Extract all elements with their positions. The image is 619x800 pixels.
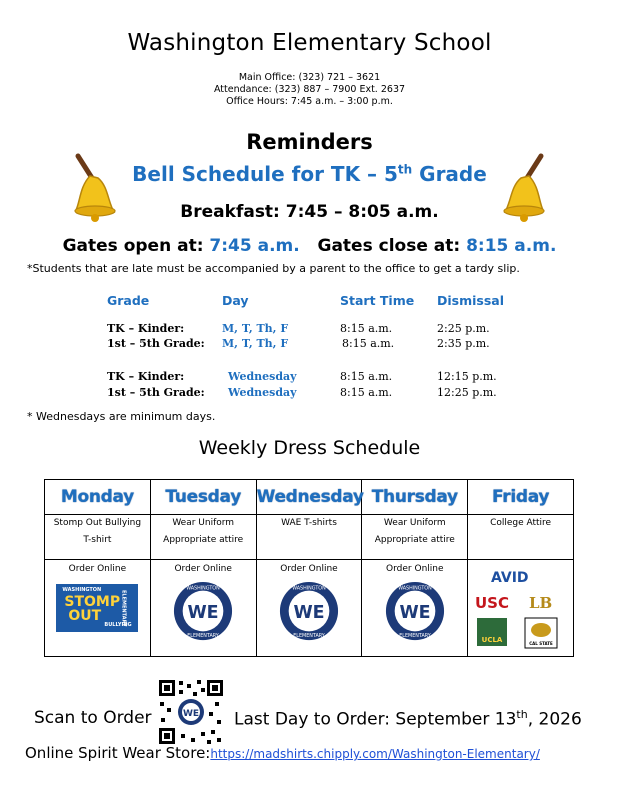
minimum-days-note: * Wednesdays are minimum days.	[27, 410, 216, 423]
office-hours-line: Office Hours: 7:45 a.m. – 3:00 p.m.	[226, 96, 393, 107]
desc-wednesday	[256, 515, 362, 560]
row3-grade: TK – Kinder:	[107, 370, 185, 383]
order-cell-tuesday	[150, 560, 256, 657]
order-cell-monday	[45, 560, 151, 657]
order-online-link[interactable]: Order Online	[68, 564, 127, 574]
col-header-day: Day	[222, 293, 249, 308]
row4-start: 8:15 a.m.	[340, 386, 393, 399]
stomp-logo-text: BULLYING	[104, 622, 132, 628]
row4-grade: 1st – 5th Grade:	[107, 386, 205, 399]
row2-grade: 1st – 5th Grade:	[107, 337, 205, 350]
day-tuesday: Tuesday	[150, 480, 256, 515]
desc-line: Appropriate attire	[374, 535, 455, 545]
desc-line: T-shirt	[83, 535, 112, 545]
row1-day: M, T, Th, F	[222, 322, 289, 335]
svg-text:WASHINGTON: WASHINGTON	[398, 586, 432, 592]
dress-schedule-table	[44, 479, 574, 657]
we-logo-icon	[172, 580, 234, 642]
day-friday: Friday	[468, 480, 574, 515]
breakfast-time: Breakfast: 7:45 – 8:05 a.m.	[180, 202, 439, 222]
row2-dismissal: 2:35 p.m.	[437, 337, 490, 350]
row4-day: Wednesday	[228, 386, 297, 399]
row1-start: 8:15 a.m.	[340, 322, 393, 335]
svg-text:ELEMENTARY: ELEMENTARY	[293, 634, 325, 640]
store-link[interactable]: https://madshirts.chipply.com/Washington-Elementary/	[210, 747, 540, 761]
qr-code-icon[interactable]	[157, 678, 225, 746]
order-cell-thursday	[362, 560, 468, 657]
order-online-link[interactable]: Order Online	[280, 564, 338, 574]
stomp-logo-text: OUT	[68, 608, 102, 624]
desc-monday	[45, 515, 151, 560]
svg-text:WE: WE	[293, 602, 325, 623]
svg-text:WE: WE	[182, 709, 200, 719]
dress-schedule-title: Weekly Dress Schedule	[198, 437, 421, 459]
calstate-logo-mark	[531, 623, 551, 637]
stomp-logo-text: WASHINGTON	[62, 587, 102, 593]
day-wednesday: Wednesday	[256, 480, 362, 515]
order-online-link[interactable]: Order Online	[386, 564, 444, 574]
last-day-to-order: Last Day to Order: September 13th, 2026	[234, 708, 582, 730]
main-office-line: Main Office: (323) 721 – 3621	[238, 72, 381, 83]
desc-line: Appropriate attire	[163, 535, 244, 545]
gates-times: Gates open at: 7:45 a.m. Gates close at: 8:15 a.m.	[62, 236, 557, 256]
calstate-logo-text: CAL STATE	[528, 641, 553, 646]
desc-friday	[468, 515, 574, 560]
usc-logo: USC	[474, 594, 509, 612]
bell-schedule-title: Bell Schedule for TK – 5th Grade	[132, 162, 487, 186]
desc-line: WAE T-shirts	[281, 518, 337, 528]
stomp-logo-text: ELEMENTARY	[120, 590, 127, 627]
we-logo-icon	[384, 580, 446, 642]
late-note: *Students that are late must be accompanied by a parent to the office to get a tardy slip.	[27, 262, 520, 275]
desc-thursday	[362, 515, 468, 560]
school-title: Washington Elementary School	[127, 30, 492, 56]
svg-text:WE: WE	[187, 602, 219, 623]
stomp-out-bullying-logo	[56, 584, 138, 632]
college-logos	[471, 562, 571, 654]
ucla-logo-text: UCLA	[481, 636, 502, 644]
we-logo-icon	[278, 580, 340, 642]
day-thursday: Thursday	[362, 480, 468, 515]
row3-dismissal: 12:15 p.m.	[437, 370, 497, 383]
row2-day: M, T, Th, F	[222, 337, 289, 350]
reminders-heading: Reminders	[246, 130, 373, 154]
row3-day: Wednesday	[228, 370, 297, 383]
online-store-line	[25, 744, 540, 762]
attendance-line: Attendance: (323) 887 – 7900 Ext. 2637	[213, 84, 406, 95]
order-cell-wednesday	[256, 560, 362, 657]
scan-to-order-label: Scan to Order	[34, 708, 152, 728]
college-logos-cell	[468, 560, 574, 657]
svg-text:ELEMENTARY: ELEMENTARY	[399, 634, 431, 640]
col-header-start: Start Time	[340, 293, 415, 308]
row1-grade: TK – Kinder:	[107, 322, 185, 335]
svg-text:ELEMENTARY: ELEMENTARY	[187, 634, 219, 640]
row3-start: 8:15 a.m.	[340, 370, 393, 383]
desc-line: Stomp Out Bullying	[53, 518, 142, 528]
desc-line: Wear Uniform	[383, 518, 446, 528]
day-monday: Monday	[45, 480, 151, 515]
order-online-link[interactable]: Order Online	[174, 564, 232, 574]
col-header-dismissal: Dismissal	[437, 293, 505, 308]
row4-dismissal: 12:25 p.m.	[437, 386, 497, 399]
svg-text:WASHINGTON: WASHINGTON	[292, 586, 326, 592]
svg-text:WASHINGTON: WASHINGTON	[186, 586, 220, 592]
store-label: Online Spirit Wear Store:	[25, 744, 211, 762]
row2-start: 8:15 a.m.	[342, 337, 395, 350]
avid-logo: AVID	[490, 570, 529, 586]
row1-dismissal: 2:25 p.m.	[437, 322, 490, 335]
svg-text:WE: WE	[399, 602, 431, 623]
stomp-logo-text: STOMP	[64, 594, 121, 610]
lb-logo: LB	[528, 594, 552, 612]
desc-line: College Attire	[490, 518, 552, 528]
desc-tuesday	[150, 515, 256, 560]
col-header-grade: Grade	[107, 293, 150, 308]
desc-line: Wear Uniform	[172, 518, 235, 528]
